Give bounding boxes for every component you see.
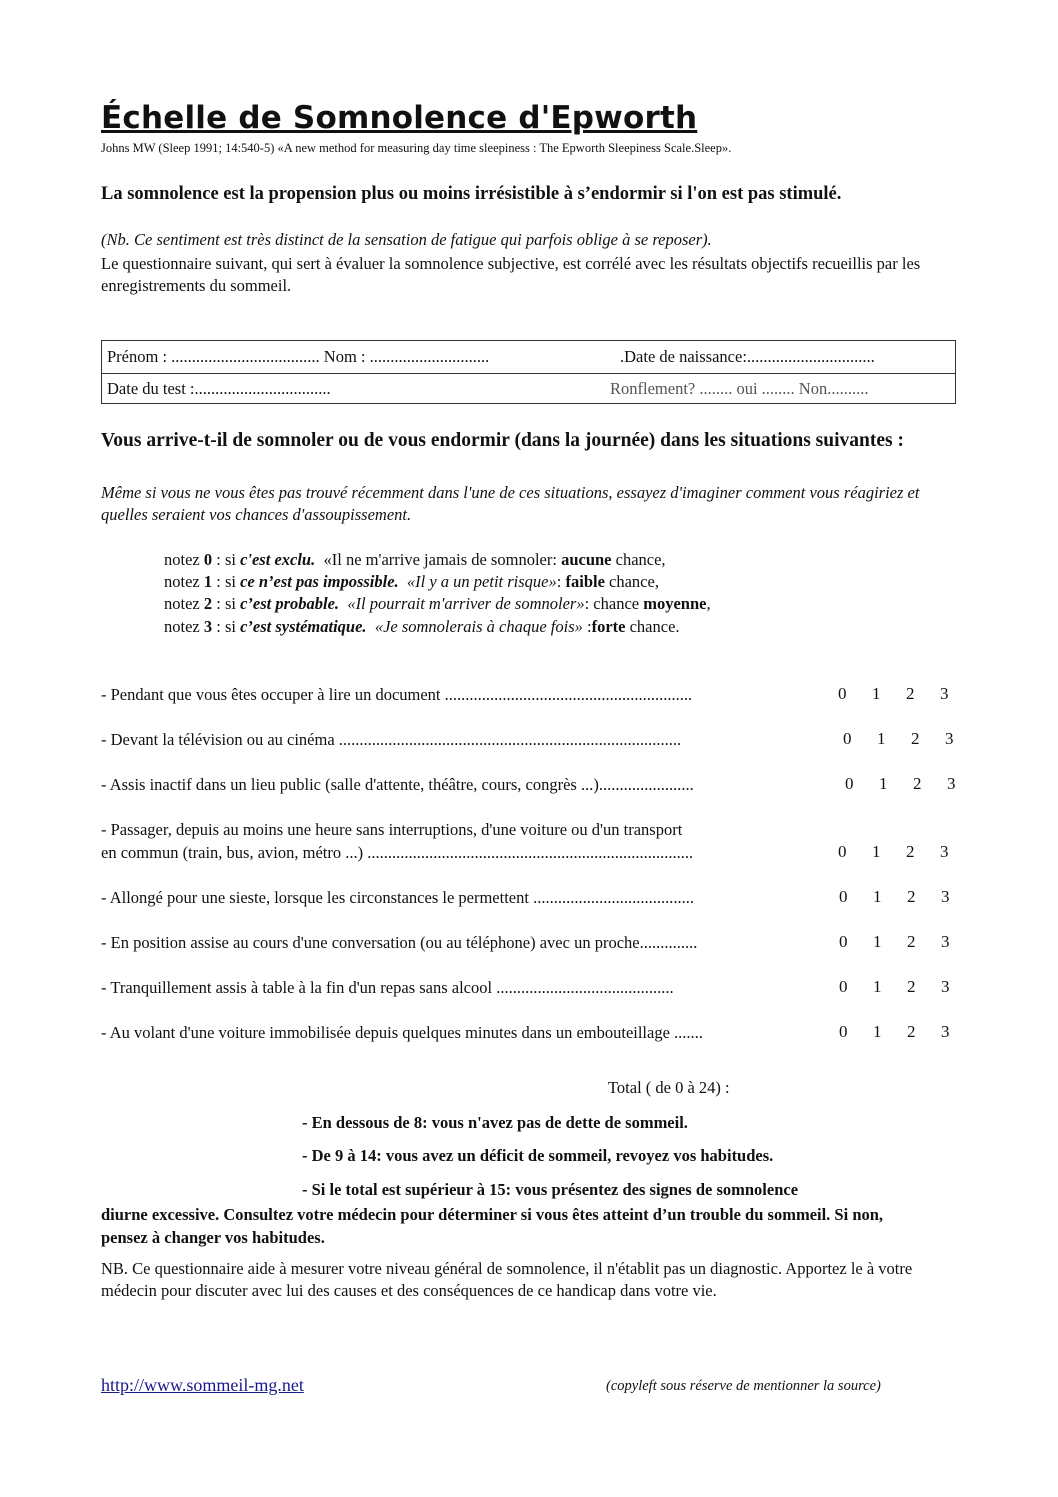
item-after-meal: - Tranquillement assis à table à la fin d'un repas sans alcool ........................................... (101, 978, 674, 997)
score-option[interactable]: 0 (843, 729, 852, 748)
item-reading: - Pendant que vous êtes occuper à lire un document ............................................................ (101, 685, 693, 704)
score-option[interactable]: 1 (873, 887, 882, 906)
score-option[interactable]: 3 (941, 1022, 950, 1041)
website-link[interactable]: http://www.sommeil-mg.net (101, 1375, 304, 1395)
page-title: Échelle de Somnolence d'Epworth (101, 100, 698, 136)
info-box-divider (102, 373, 955, 374)
score-option[interactable]: 0 (838, 842, 847, 861)
item-after-meal-scale[interactable] (839, 977, 975, 997)
score-option[interactable]: 1 (873, 932, 882, 951)
score-option[interactable]: 0 (839, 932, 848, 951)
item-public-place: - Assis inactif dans un lieu public (salle d'attente, théâtre, cours, congrès ...)....................... (101, 775, 694, 794)
score-option[interactable]: 1 (879, 774, 888, 793)
item-conversation: - En position assise au cours d'une conversation (ou au téléphone) avec un proche.............. (101, 933, 698, 952)
score-option[interactable]: 2 (906, 684, 915, 703)
item-television: - Devant la télévision ou au cinéma ................................................................................... (101, 730, 682, 749)
total-label: Total ( de 0 à 24) : (608, 1078, 730, 1097)
score-option[interactable]: 3 (947, 774, 956, 793)
score-option[interactable]: 1 (877, 729, 886, 748)
interpretation-above-15-detail: diurne excessive. Consultez votre médecin pour déterminer si vous êtes atteint d’un trouble du sommeil. Si non, pensez à changer vos habitudes. (101, 1205, 884, 1247)
score-option[interactable]: 3 (945, 729, 954, 748)
fatigue-note: (Nb. Ce sentiment est très distinct de la sensation de fatigue qui parfois oblige à se reposer). (101, 230, 712, 249)
final-note: NB. Ce questionnaire aide à mesurer votre niveau général de somnolence, il n'établit pas un diagnostic. Apportez le à votre médecin pour discuter avec lui des causes et des conséquences de ce handicap dans votre vie. (101, 1259, 913, 1300)
item-nap: - Allongé pour une sieste, lorsque les circonstances le permettent ....................................... (101, 888, 694, 907)
score-option[interactable]: 0 (839, 887, 848, 906)
definition-text: La somnolence est la propension plus ou moins irrésistible à s’endormir si l'on est pas stimulé. (101, 184, 842, 204)
score-option[interactable]: 1 (872, 842, 881, 861)
patient-info-box (101, 340, 956, 404)
item-passenger-line1: - Passager, depuis au moins une heure sans interruptions, d'une voiture ou d'un transport (101, 820, 683, 839)
item-traffic: - Au volant d'une voiture immobilisée depuis quelques minutes dans un embouteillage ....... (101, 1023, 703, 1042)
item-television-scale[interactable] (843, 729, 979, 749)
question-subtitle: Même si vous ne vous êtes pas trouvé récemment dans l'une de ces situations, essayez d'imaginer comment vous réagiriez et quelles seraient vos chances d'assoupissement. (101, 483, 920, 524)
name-field[interactable]: Prénom : .................................... Nom : ............................. (107, 347, 490, 366)
score-option[interactable]: 1 (872, 684, 881, 703)
score-option[interactable]: 3 (941, 932, 950, 951)
reference-citation: Johns MW (Sleep 1991; 14:540-5) «A new method for measuring day time sleepiness : The Epworth Sleepiness Scale.Sleep». (101, 141, 732, 155)
score-option[interactable]: 0 (839, 977, 848, 996)
score-option[interactable]: 1 (873, 977, 882, 996)
score-option[interactable]: 1 (873, 1022, 882, 1041)
snoring-field[interactable]: Ronflement? ........ oui ........ Non.......... (610, 379, 869, 398)
scoring-key-3: notez 3 : si c’est systématique. «Je somnolerais à chaque fois» :forte chance. (164, 617, 680, 636)
score-option[interactable]: 2 (906, 842, 915, 861)
score-option[interactable]: 0 (839, 1022, 848, 1041)
score-option[interactable]: 3 (941, 977, 950, 996)
interpretation-9-14: - De 9 à 14: vous avez un déficit de sommeil, revoyez vos habitudes. (302, 1146, 774, 1165)
score-option[interactable]: 2 (907, 887, 916, 906)
score-option[interactable]: 3 (940, 684, 949, 703)
item-reading-scale[interactable] (838, 684, 974, 704)
scoring-key-2: notez 2 : si c’est probable. «Il pourrait m'arriver de somnoler»: chance moyenne, (164, 594, 711, 613)
intro-paragraph: Le questionnaire suivant, qui sert à évaluer la somnolence subjective, est corrélé avec les résultats objectifs recueillis par les enregistrements du sommeil. (101, 254, 921, 295)
item-passenger-scale[interactable] (838, 842, 974, 862)
score-option[interactable]: 0 (845, 774, 854, 793)
copyleft-note: (copyleft sous réserve de mentionner la source) (606, 1378, 881, 1394)
score-option[interactable]: 2 (911, 729, 920, 748)
score-option[interactable]: 0 (838, 684, 847, 703)
item-passenger: en commun (train, bus, avion, métro ...) ............................................................................... (101, 843, 694, 862)
item-traffic-scale[interactable] (839, 1022, 975, 1042)
score-option[interactable]: 2 (907, 1022, 916, 1041)
scoring-key-1: notez 1 : si ce n’est pas impossible. «Il y a un petit risque»: faible chance, (164, 572, 659, 591)
score-option[interactable]: 2 (907, 977, 916, 996)
item-conversation-scale[interactable] (839, 932, 975, 952)
score-option[interactable]: 2 (913, 774, 922, 793)
item-public-place-scale[interactable] (845, 774, 981, 794)
question-title: Vous arrive-t-il de somnoler ou de vous endormir (dans la journée) dans les situations suivantes : (101, 430, 904, 451)
birthdate-field[interactable]: .Date de naissance:............................... (620, 347, 875, 366)
interpretation-above-15: - Si le total est supérieur à 15: vous présentez des signes de somnolence (302, 1180, 799, 1199)
item-nap-scale[interactable] (839, 887, 975, 907)
interpretation-below-8: - En dessous de 8: vous n'avez pas de dette de sommeil. (302, 1113, 688, 1132)
scoring-key-0: notez 0 : si c'est exclu. «Il ne m'arrive jamais de somnoler: aucune chance, (164, 550, 666, 569)
score-option[interactable]: 2 (907, 932, 916, 951)
score-option[interactable]: 3 (940, 842, 949, 861)
score-option[interactable]: 3 (941, 887, 950, 906)
test-date-field[interactable]: Date du test :................................. (107, 379, 331, 398)
